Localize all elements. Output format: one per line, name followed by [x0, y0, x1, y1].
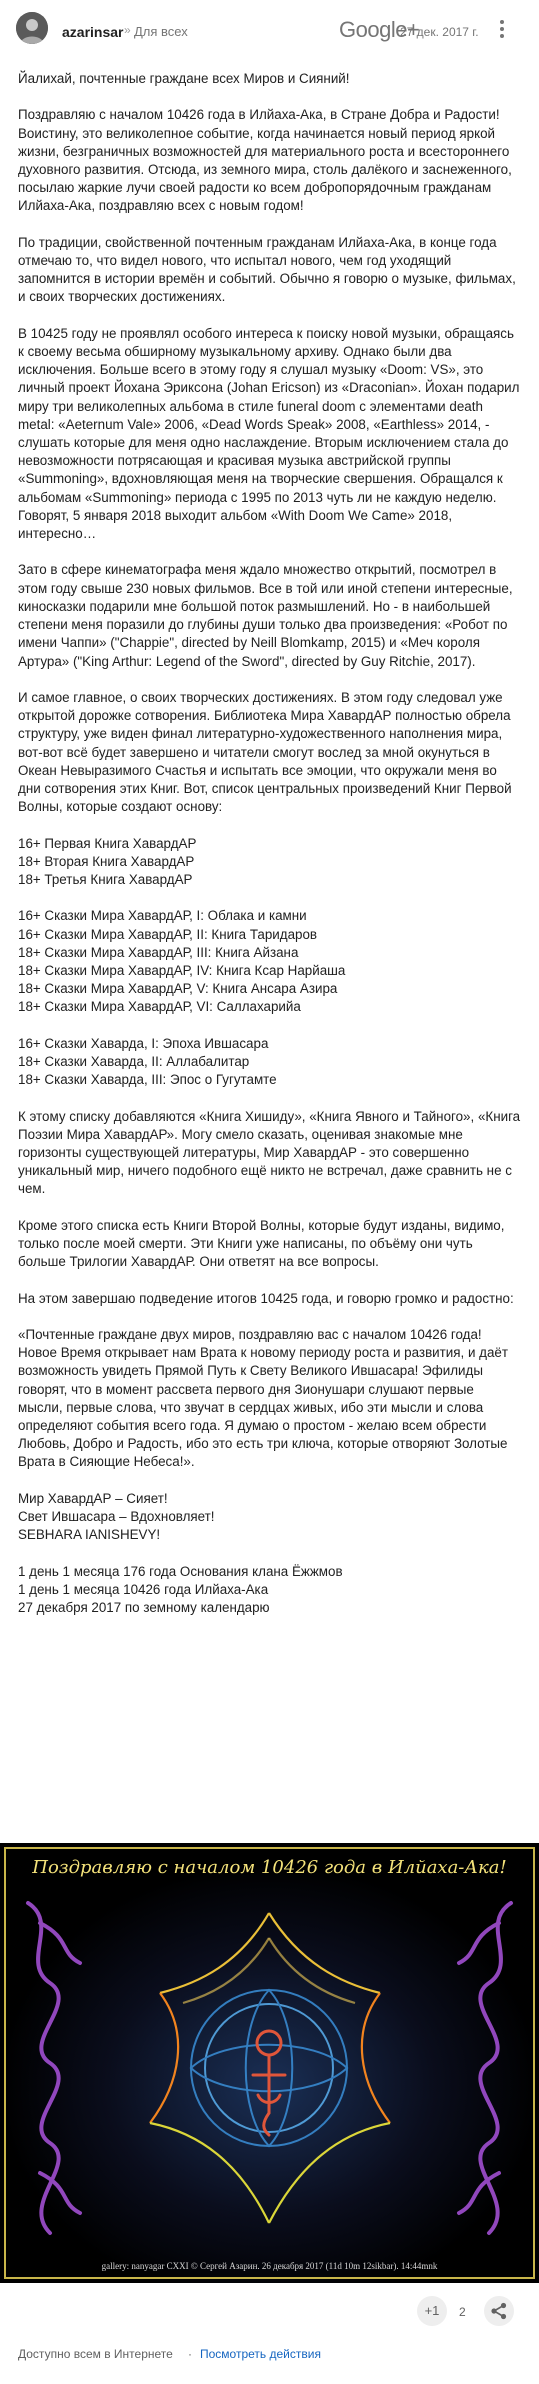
banner-title: Поздравляю с началом 10426 года в Илйаха-Ака! — [32, 1857, 507, 1878]
footer-separator: · — [188, 2347, 192, 2361]
post-header — [0, 0, 539, 56]
banner-frame — [4, 1847, 535, 2279]
avatar[interactable] — [16, 12, 48, 44]
view-activity-link[interactable]: Посмотреть действия — [200, 2347, 321, 2361]
post-date[interactable]: 27 дек. 2017 г. — [400, 25, 479, 39]
share-button[interactable] — [484, 2296, 514, 2326]
post-body: Йалихай, почтенные граждане всех Миров и Сияний! Поздравляю с началом 10426 года в Илйаха-Ака, в Стране Добра и Радости! Воистину, это великолепное событие, когда начинается новый период яркой жизни, безграничных возможностей для материального роста и всестороннего духовного развития. Отсюда, из земного мира, столь далёкого и заснеженного, посылаю жаркие лучи своей радости ко всем добропорядочным гражданам Илйаха-Ака, поздравляю всех с новым годом! По традиции, свойственной почтенным гражданам Илйаха-Ака, в конце года отмечаю то, что видел нового, что испытал нового, чем год уходящий запомнится в истории времён и событий. Обычно я говорю о музыке, фильмах, и своих творческих достижениях. В 10425 году не проявлял особого интереса к поиску новой музыки, обращаясь к своему весьма обширному музыкальному архиву. Однако были два исключения. Больше всего в этому году я слушал музыку «Doom: VS», это личный проект Йохана Эриксона (Johan Ericson) из «Draconian». Йохан подарил миру три великолепных альбома в стиле funeral doom с элементами death metal: «Aeternum Vale» 2006, «Dead Words Speak» 2008, «Earthless» 2014, - слушать которые для меня одно наслаждение. Вторым исключением стала до невозможности потрясающая и красивая музыка австрийской группы «Summoning», вдохновляющая меня на творческие свершения. Обращался к альбомам «Summoning» периода с 1995 по 2013 чуть ли не каждую неделю. Говорят, 5 января 2018 выходит альбом «With Doom We Came» 2018, интересно… Зато в сфере кинематографа меня ждало множество открытий, посмотрел в этом году свыше 230 новых фильмов. Все в той или иной степени интересные, киносказки подарили мне большой поток размышлений. Но - в наибольшей степени меня поразили до глубины души только два произведения: «Робот по имени Чаппи» ("Chappie", directed by Neill Blomkamp, 2015) и «Меч короля Артура» ("King Arthur: Legend of the Sword", directed by Guy Ritchie, 2017). И самое главное, о своих творческих достижениях. В этом году следовал уже открытой дорожке сотворения. Библиотека Мира ХавардАР полностью обрела структуру, уже виден финал литературно-художественного наполнения мира, вот-вот всё будет завершено и читатели смогут вослед за мной окунуться в Океан Невыразимого Счастья и испытать все эмоции, что окружали меня во дни сотворения этих Книг. Вот, список центральных произведений Книг Первой Волны, которые создают основу: 16+ Первая Книга ХавардАР 18+ Вторая Книга ХавардАР 18+ Третья Книга ХавардАР 16+ Сказки Мира ХавардАР, I: Облака и камни 16+ Сказки Мира ХавардАР, II: Книга Таридаров 18+ Сказки Мира ХавардАР, III: Книга Айзана 18+ Сказки Мира ХавардАР, IV: Книга Ксар Нарйаша 18+ Сказки Мира ХавардАР, V: Книга Ансара Азира 18+ Сказки Мира ХавардАР, VI: Саллахарийа 16+ Сказки Хаварда, I: Эпоха Ившасара 18+ Сказки Хаварда, II: Аллабалитар 18+ Сказки Хаварда, III: Эпос о Гугутамте К этому списку добавляются «Книга Хишиду», «Книга Явного и Тайного», «Книга Поэзии Мира ХавардАР». Могу смело сказать, оценивая знакомые мне горизонты существующей литературы, Мир ХавардАР - это совершенно уникальный мир, ничего подобного ещё никто не встречал, даже сравнить не с чем. Кроме этого списка есть Книги Второй Волны, которые будут изданы, видимо, только после моей смерти. Эти Книги уже написаны, по объёму они чуть больше Трилогии ХавардАР. Они ответят на все вопросы. На этом завершаю подведение итогов 10425 года, и говорю громко и радостно: «Почтенные граждане двух миров, поздравляю вас с началом 10426 года! Новое Время открывает нам Врата к новому периоду роста и развития, и даёт возможность увидеть Прямой Путь к Свету Великого Ившасара! Эфилиды говорят, что в момент рассвета первого дня Зионушари слушают первые мысли, первые слова, что звучат в сердцах живых, ибо эти мысли и слова определяют события всего года. Я думаю о простом - желаю всем обрести Любовь, Добро и Радость, ибо это есть три ключа, которые отворяют Золотые Врата в Сияющие Небеса!». Мир ХавардАР – Сияет! Свет Ившасара – Вдохновляет! SEBHARA IANISHEVY! 1 день 1 месяца 176 года Основания клана Ёжжмов 1 день 1 месяца 10426 года Илйаха-Ака 27 декабря 2017 по земному календарю — [18, 71, 521, 1616]
post-image[interactable] — [0, 1843, 539, 2283]
visibility-label: Доступно всем в Интернете — [18, 2347, 173, 2361]
google-plus-logo: Google+ — [339, 17, 420, 42]
plus-one-button[interactable]: +1 — [417, 2296, 447, 2326]
audience-label[interactable]: Для всех — [134, 24, 188, 39]
audience-separator: » — [124, 23, 131, 37]
plus-one-count: 2 — [459, 2305, 466, 2319]
author-name[interactable]: azarinsar — [62, 24, 124, 40]
banner-caption: gallery: nanyagar CXXI © Сергей Азарин. 26 декабря 2017 (11d 10m 12sikbar). 14:44mnk — [101, 2261, 438, 2271]
more-vert-icon[interactable] — [496, 18, 508, 40]
post-actions — [0, 2283, 539, 2339]
share-icon — [484, 2296, 514, 2326]
